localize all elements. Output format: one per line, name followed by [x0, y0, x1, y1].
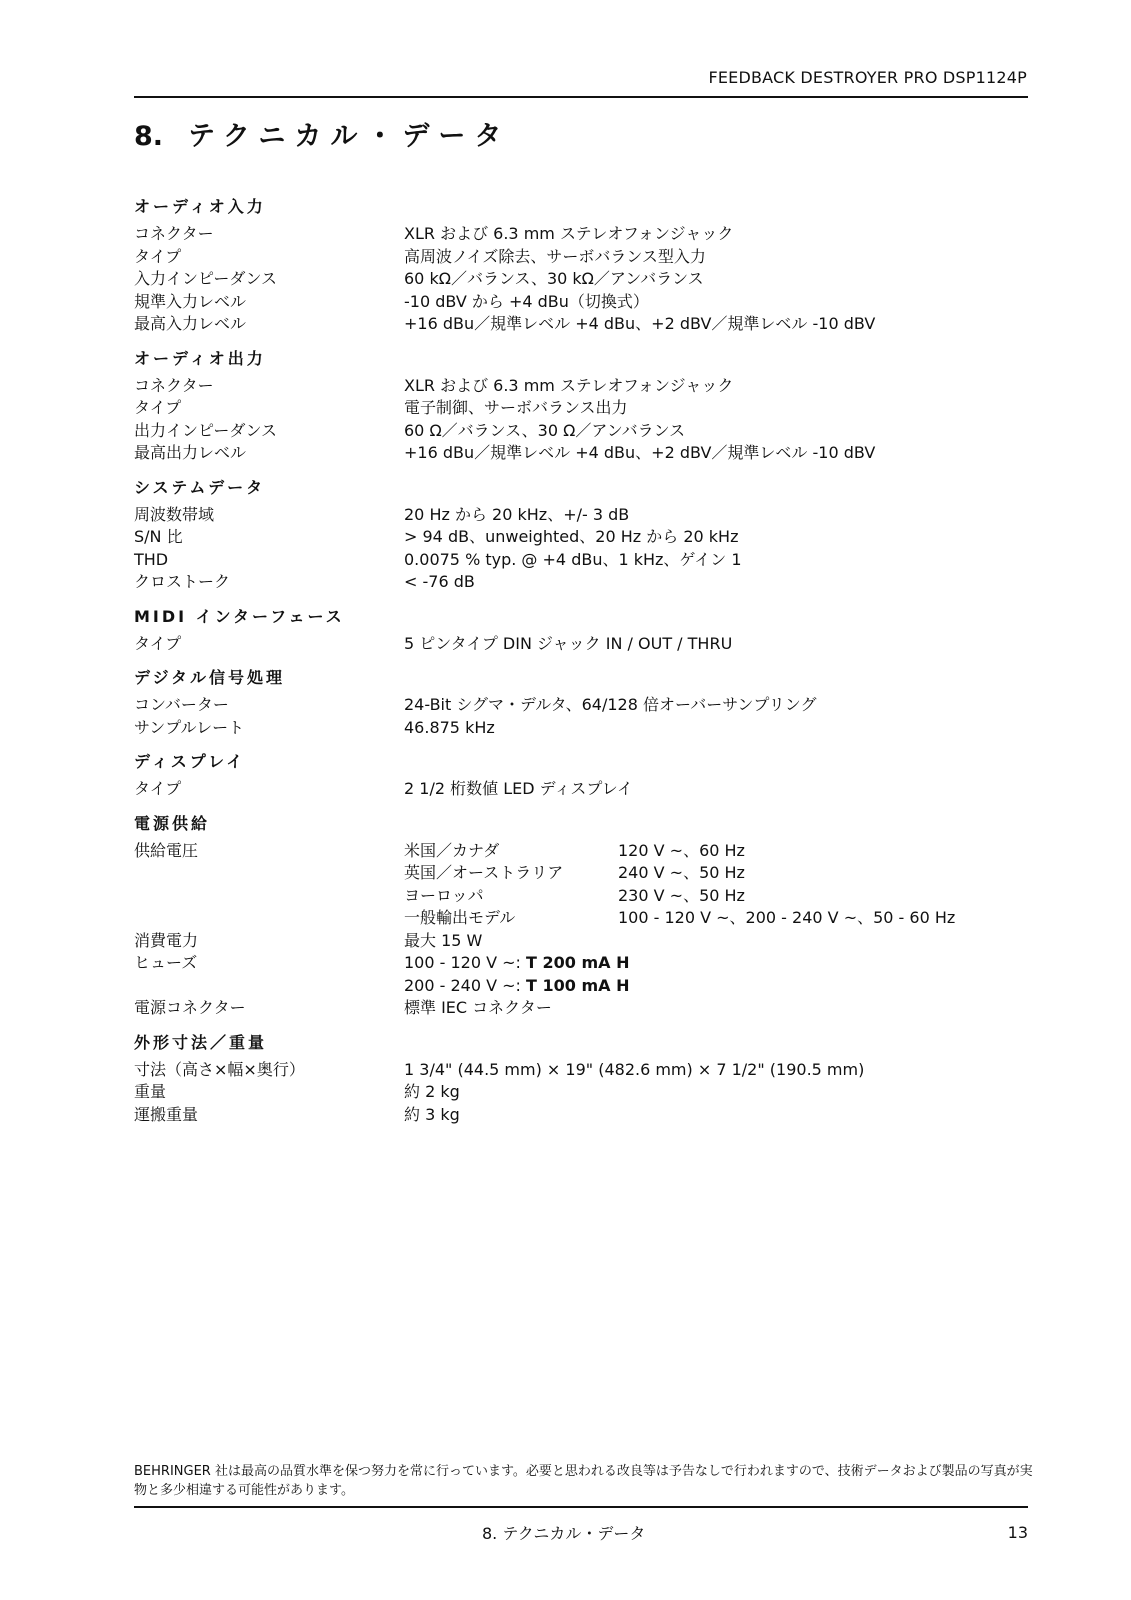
- spec-label: ヒューズ: [134, 953, 198, 972]
- spec-row: [134, 885, 1034, 908]
- spec-value: 高周波ノイズ除去、サーボバランス型入力: [404, 246, 706, 266]
- spec-label: 周波数帯域: [134, 504, 215, 524]
- region-name: ヨーロッパ: [404, 885, 484, 905]
- spec-value: XLR および 6.3 mm ステレオフォンジャック: [404, 375, 734, 395]
- region-name: 米国／カナダ: [404, 840, 500, 860]
- spec-row: [134, 549, 1034, 572]
- fuse-rating: T 200 mA H: [526, 953, 630, 972]
- spec-value: -10 dBV から +4 dBu（切換式）: [404, 291, 649, 311]
- spec-row: [134, 952, 1034, 975]
- chapter-number: 8.: [134, 121, 164, 152]
- spec-value: [404, 907, 955, 930]
- header-rule: [134, 96, 1028, 98]
- spec-label: 消費電力: [134, 930, 199, 950]
- spec-label: コンバーター: [134, 695, 229, 714]
- spec-row: [134, 375, 1034, 398]
- spec-row: [134, 291, 1034, 314]
- spec-label: タイプ: [134, 633, 182, 653]
- spec-row: [134, 862, 1034, 885]
- section-heading: ディスプレイ: [134, 752, 246, 771]
- spec-label: タイプ: [134, 398, 182, 417]
- footer-rule: [134, 1506, 1028, 1508]
- section-dimensions-weight: [134, 1032, 1034, 1127]
- spec-label: 寸法（高さ×幅×奥行）: [134, 1059, 305, 1079]
- fuse-rating: T 100 mA H: [526, 975, 630, 995]
- spec-label: 電源コネクター: [134, 998, 246, 1017]
- region-voltage: 100 - 120 V ~、200 - 240 V ~、50 - 60 Hz: [618, 908, 956, 927]
- spec-row: [134, 778, 1034, 801]
- section-audio-output: [134, 348, 1034, 465]
- region-voltage: 120 V ~、60 Hz: [618, 840, 745, 860]
- region-name: 英国／オーストラリア: [404, 863, 564, 882]
- section-heading: システムデータ: [134, 477, 266, 497]
- spec-row: [134, 694, 1034, 717]
- spec-row: [134, 420, 1034, 443]
- spec-value: 約 3 kg: [404, 1104, 460, 1124]
- spec-value: 24-Bit シグマ・デルタ、64/128 倍オーバーサンプリング: [404, 695, 817, 714]
- spec-label: THD: [134, 549, 169, 569]
- spec-row: [134, 717, 1034, 740]
- spec-value: 約 2 kg: [404, 1082, 460, 1101]
- spec-row: [134, 840, 1034, 863]
- spec-label: 入力インピーダンス: [134, 269, 278, 288]
- section-heading: デジタル信号処理: [134, 668, 286, 687]
- spec-value: < -76 dB: [404, 572, 475, 591]
- section-display: [134, 751, 1034, 801]
- spec-row: [134, 1104, 1034, 1127]
- section-midi: [134, 606, 1034, 656]
- region-voltage: 240 V ~、50 Hz: [618, 863, 745, 882]
- spec-label: コネクター: [134, 375, 214, 395]
- spec-row: [134, 997, 1034, 1020]
- spec-value: 1 3/4" (44.5 mm) × 19" (482.6 mm) × 7 1/2" (190.5 mm): [404, 1059, 865, 1079]
- spec-row: [134, 442, 1034, 465]
- spec-row: [134, 268, 1034, 291]
- spec-label: 出力インピーダンス: [134, 420, 278, 440]
- spec-value: [404, 975, 630, 998]
- spec-value: 20 Hz から 20 kHz、+/- 3 dB: [404, 504, 630, 524]
- spec-label: 運搬重量: [134, 1104, 199, 1124]
- spec-sections: [134, 196, 1034, 1138]
- spec-label: 重量: [134, 1082, 167, 1101]
- section-heading: オーディオ出力: [134, 348, 266, 368]
- spec-value: 電子制御、サーボバランス出力: [404, 398, 628, 417]
- section-power-supply: [134, 813, 1034, 1020]
- spec-row: [134, 397, 1034, 420]
- region-voltage: 230 V ~、50 Hz: [618, 885, 745, 905]
- spec-row: [134, 1059, 1034, 1082]
- spec-value: [404, 862, 745, 885]
- spec-label: サンプルレート: [134, 717, 245, 737]
- chapter-heading: [134, 114, 510, 153]
- spec-row: [134, 930, 1034, 953]
- spec-label: 最高入力レベル: [134, 314, 247, 333]
- spec-row: [134, 975, 1034, 998]
- section-digital-processing: [134, 667, 1034, 739]
- spec-label: S/N 比: [134, 527, 183, 546]
- spec-value: 標準 IEC コネクター: [404, 998, 552, 1017]
- spec-value: [404, 885, 745, 908]
- spec-value: 2 1/2 桁数値 LED ディスプレイ: [404, 779, 633, 798]
- section-audio-input: [134, 196, 1034, 336]
- spec-value: 46.875 kHz: [404, 717, 495, 737]
- spec-label: 最高出力レベル: [134, 443, 247, 462]
- section-system-data: [134, 477, 1034, 594]
- spec-label: タイプ: [134, 246, 182, 266]
- spec-label: 規準入力レベル: [134, 291, 247, 311]
- spec-row: [134, 504, 1034, 527]
- section-heading: オーディオ入力: [134, 197, 266, 216]
- spec-label: クロストーク: [134, 572, 231, 591]
- spec-value: [404, 840, 745, 863]
- spec-label: タイプ: [134, 779, 182, 798]
- spec-value: 60 kΩ／バランス、30 kΩ／アンバランス: [404, 269, 704, 288]
- section-heading: 外形寸法／重量: [134, 1032, 268, 1052]
- spec-row: [134, 246, 1034, 269]
- spec-value: XLR および 6.3 mm ステレオフォンジャック: [404, 224, 734, 243]
- section-heading: 電源供給: [134, 813, 211, 833]
- spec-value: +16 dBu／規準レベル +4 dBu、+2 dBV／規準レベル -10 dBV: [404, 314, 876, 333]
- fuse-range: 100 - 120 V ~:: [404, 953, 521, 972]
- page-number: 13: [1007, 1523, 1028, 1542]
- section-heading: MIDI インターフェース: [134, 606, 345, 626]
- spec-label: コネクター: [134, 224, 214, 243]
- header-title: FEEDBACK DESTROYER PRO DSP1124P: [708, 68, 1027, 87]
- spec-value: > 94 dB、unweighted、20 Hz から 20 kHz: [404, 527, 739, 546]
- spec-row: [134, 223, 1034, 246]
- spec-label: 供給電圧: [134, 840, 199, 860]
- spec-value: +16 dBu／規準レベル +4 dBu、+2 dBV／規準レベル -10 dBV: [404, 443, 876, 462]
- spec-value: [404, 952, 630, 975]
- footer-disclaimer: BEHRINGER 社は最高の品質水準を保つ努力を常に行っています。必要と思われる改良等は予告なしで行われますので、技術データおよび製品の写真が実物と多少相違する可能性があります。: [134, 1464, 1033, 1498]
- spec-value: 0.0075 % typ. @ +4 dBu、1 kHz、ゲイン 1: [404, 549, 742, 569]
- spec-row: [134, 633, 1034, 656]
- spec-value: 最大 15 W: [404, 930, 483, 950]
- spec-value: 60 Ω／バランス、30 Ω／アンバランス: [404, 420, 686, 440]
- spec-row: [134, 1081, 1034, 1104]
- spec-row: [134, 526, 1034, 549]
- footer-chapter-title: 8. テクニカル・データ: [482, 1524, 646, 1543]
- chapter-title: テクニカル・データ: [188, 121, 511, 152]
- spec-value: 5 ピンタイプ DIN ジャック IN / OUT / THRU: [404, 633, 733, 653]
- fuse-range: 200 - 240 V ~:: [404, 975, 521, 995]
- spec-row: [134, 907, 1034, 930]
- region-name: 一般輸出モデル: [404, 908, 516, 927]
- spec-row: [134, 313, 1034, 336]
- spec-row: [134, 571, 1034, 594]
